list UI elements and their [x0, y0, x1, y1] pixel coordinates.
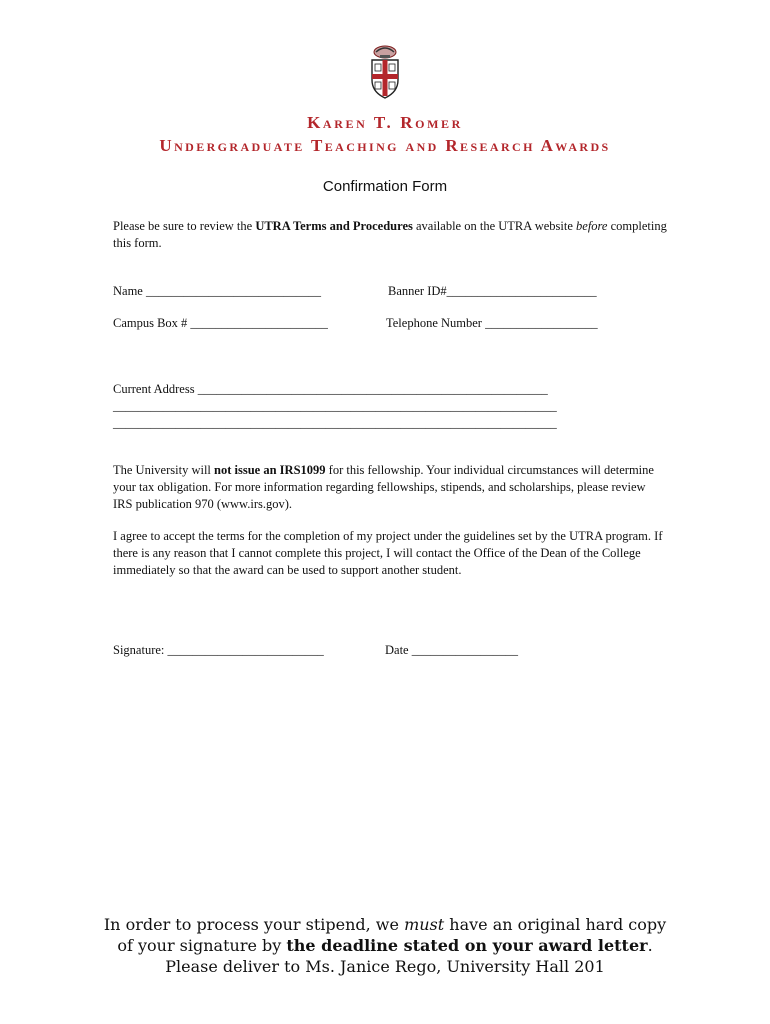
- footer-line1: [0, 914, 770, 935]
- tax-bold: not issue an IRS1099: [214, 463, 326, 477]
- campus-box-field[interactable]: Campus Box # ______________________: [113, 316, 328, 330]
- address-field-line2[interactable]: _______________________________________________________________________: [113, 399, 557, 413]
- tax-text-1: The University will: [113, 463, 215, 477]
- footer-italic-must: must: [404, 915, 445, 934]
- footer-text-2a: of your signature by: [117, 936, 287, 955]
- telephone-field[interactable]: Telephone Number __________________: [386, 316, 598, 330]
- university-crest-logo: [366, 44, 404, 100]
- address-field-line1[interactable]: Current Address ________________________________________________________: [113, 382, 548, 396]
- intro-text-2: available on the UTRA website: [412, 219, 577, 233]
- agreement-paragraph: I agree to accept the terms for the completion of my project under the guidelines set by the UTRA program. If there is any reason that I cannot complete this project, I will contact the Office of the Dean of the College immediately so that the award can be used to support another student.: [113, 529, 663, 577]
- banner-id-field[interactable]: Banner ID#________________________: [388, 284, 597, 298]
- footer-line2: [0, 935, 770, 956]
- footer-text-2c: .: [647, 936, 653, 955]
- intro-paragraph: [113, 218, 673, 252]
- footer-text-1c: have an original hard copy: [444, 915, 667, 934]
- signature-field[interactable]: Signature: _________________________: [113, 643, 324, 657]
- footer-bold-deadline: the deadline stated on your award letter: [286, 936, 648, 955]
- name-field[interactable]: Name ____________________________: [113, 284, 321, 298]
- footer-text-1a: In order to process your stipend, we: [103, 915, 405, 934]
- footer-instructions: [0, 914, 770, 977]
- address-field-line3[interactable]: _______________________________________________________________________: [113, 416, 557, 430]
- footer-line3: Please deliver to Ms. Janice Rego, University Hall 201: [165, 957, 605, 976]
- program-name-line2: Undergraduate Teaching and Research Awards: [159, 136, 611, 155]
- date-field[interactable]: Date _________________: [385, 643, 518, 657]
- intro-text-3: completing this form.: [113, 219, 667, 250]
- intro-italic: before: [576, 219, 608, 233]
- intro-text-1: Please be sure to review the: [113, 219, 256, 233]
- intro-bold-link-text: UTRA Terms and Procedures: [255, 219, 413, 233]
- program-name-line1: Karen T. Romer: [307, 113, 463, 132]
- tax-notice-paragraph: [113, 462, 665, 513]
- tax-text-2: for this fellowship. Your individual circumstances will determine your tax obligation. For more information regarding fellowships, stipends, and scholarships, please review IRS publication 970 (www.irs.gov).: [113, 463, 654, 511]
- form-title: Confirmation Form: [322, 178, 448, 195]
